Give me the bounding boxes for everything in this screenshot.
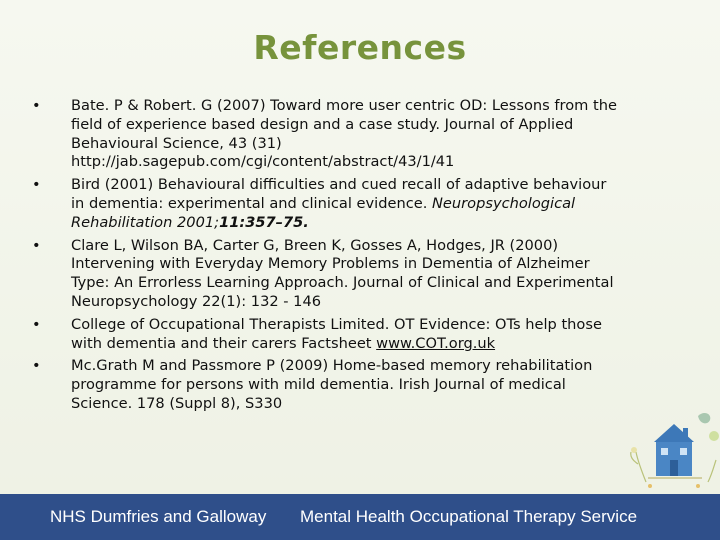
reference-item <box>32 97 682 172</box>
journal-volume: 11:357–75. <box>219 213 309 231</box>
reference-line: Bird (2001) Behavioural difficulties and cued recall of adaptive behaviour <box>71 176 607 194</box>
footer-organization: NHS Dumfries and Galloway <box>50 507 267 526</box>
reference-line <box>71 335 682 354</box>
reference-line: Science. 178 (Suppl 8), S330 <box>71 394 283 412</box>
reference-list <box>32 97 682 418</box>
footer-bar <box>0 494 720 540</box>
reference-line: Mc.Grath M and Passmore P (2009) Home-based memory rehabilitation <box>71 357 593 375</box>
reference-line: Clare L, Wilson BA, Carter G, Breen K, Gosses A, Hodges, JR (2000) <box>71 236 559 254</box>
house-illustration-icon <box>628 402 720 492</box>
bullet: • <box>32 357 41 375</box>
cot-link[interactable]: www.COT.org.uk <box>376 334 496 352</box>
reference-item <box>32 237 682 312</box>
bullet: • <box>32 315 41 333</box>
journal-name: Rehabilitation 2001; <box>71 213 220 231</box>
reference-item <box>32 316 682 354</box>
reference-item <box>32 357 682 413</box>
house-icon <box>654 424 694 476</box>
reference-text: with dementia and their carers Factsheet <box>71 334 377 352</box>
reference-line: field of experience based design and a case study. Journal of Applied <box>71 115 574 133</box>
reference-line: Type: An Errorless Learning Approach. Journal of Clinical and Experimental <box>71 274 614 292</box>
bullet: • <box>32 97 41 114</box>
slide-title: References <box>253 28 467 67</box>
reference-line: Intervening with Everyday Memory Problems in Dementia of Alzheimer <box>71 255 590 273</box>
reference-url: http://jab.sagepub.com/cgi/content/abstract/43/1/41 <box>71 153 455 171</box>
reference-line: Behavioural Science, 43 (31) <box>71 134 282 152</box>
reference-line: College of Occupational Therapists Limited. OT Evidence: OTs help those <box>71 315 602 333</box>
reference-item <box>32 176 682 232</box>
bullet: • <box>32 236 41 254</box>
reference-text: in dementia: experimental and clinical evidence. <box>71 194 432 212</box>
reference-line <box>71 195 682 214</box>
reference-line: programme for persons with mild dementia. Irish Journal of medical <box>71 376 566 394</box>
footer-service: Mental Health Occupational Therapy Service <box>300 507 638 526</box>
reference-line: Neuropsychology 22(1): 132 - 146 <box>71 292 322 310</box>
reference-line: Bate. P & Robert. G (2007) Toward more user centric OD: Lessons from the <box>71 97 617 114</box>
journal-name: Neuropsychological <box>432 194 576 212</box>
bullet: • <box>32 176 41 194</box>
reference-line <box>71 214 682 233</box>
